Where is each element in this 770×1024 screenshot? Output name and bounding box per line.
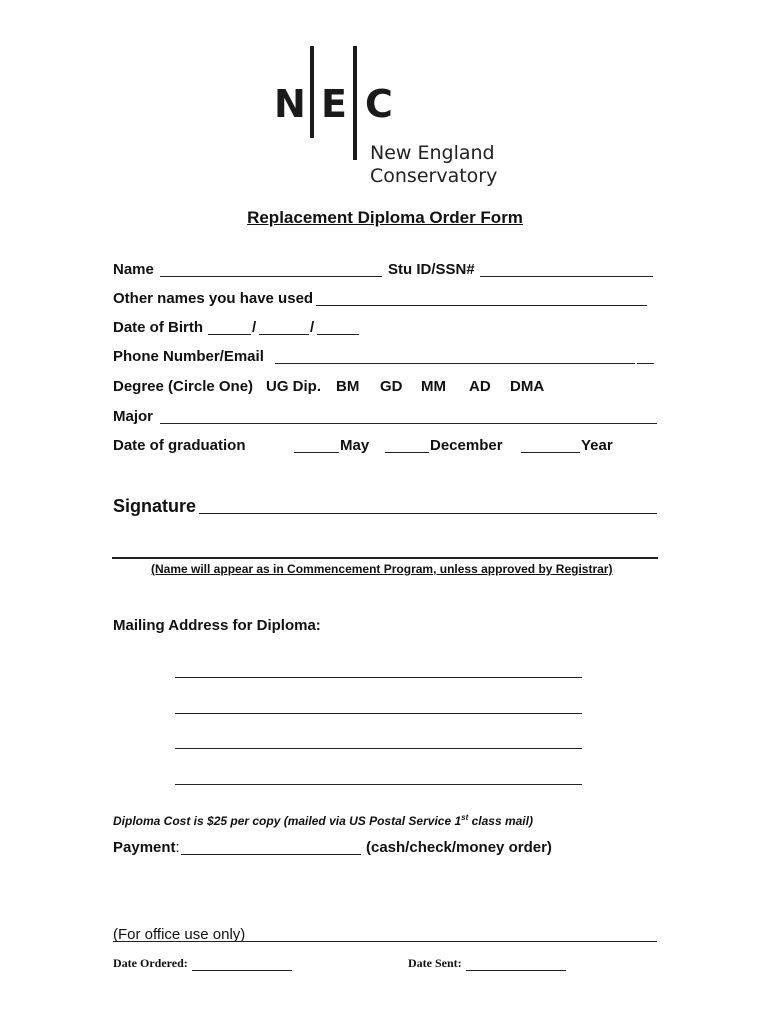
payment-label: [113, 839, 180, 856]
grad-december-label: December: [430, 437, 503, 454]
payment-field[interactable]: [181, 840, 361, 855]
payment-label-text: Payment: [113, 839, 176, 856]
name-label: Name: [113, 261, 154, 278]
grad-year-field[interactable]: [521, 438, 580, 453]
signature-field[interactable]: [199, 499, 657, 514]
date-sent-text: Date Sent: [408, 956, 458, 970]
grad-december-field[interactable]: [385, 438, 429, 453]
address-line-3[interactable]: [175, 748, 582, 749]
logo-letter-n: N: [274, 82, 306, 126]
dob-day-field[interactable]: [259, 320, 309, 335]
stu-id-field[interactable]: [480, 262, 653, 277]
degree-option-gd[interactable]: GD: [380, 378, 403, 395]
phone-email-label: Phone Number/Email: [113, 348, 264, 365]
payment-methods: (cash/check/money order): [366, 839, 552, 856]
name-field[interactable]: [160, 262, 382, 277]
date-ordered-text: Date Ordered: [113, 956, 184, 970]
major-label: Major: [113, 408, 154, 425]
logo-bar-left: [310, 46, 314, 138]
payment-colon: :: [175, 839, 180, 856]
address-line-2[interactable]: [175, 713, 582, 714]
degree-option-dma[interactable]: DMA: [510, 378, 545, 395]
form-title: Replacement Diploma Order Form: [247, 208, 523, 227]
address-line-4[interactable]: [175, 784, 582, 785]
date-ordered-colon: :: [183, 956, 188, 970]
dob-year-field[interactable]: [317, 320, 359, 335]
dob-separator-2: /: [310, 319, 315, 336]
degree-option-ad[interactable]: AD: [469, 378, 491, 395]
degree-option-ugdip[interactable]: UG Dip.: [266, 378, 321, 395]
date-ordered-field[interactable]: [192, 956, 292, 971]
cost-text: [113, 813, 533, 828]
date-sent-colon: :: [457, 956, 462, 970]
logo-letter-e: E: [321, 82, 347, 126]
dob-label: Date of Birth: [113, 319, 203, 336]
degree-option-bm[interactable]: BM: [336, 378, 360, 395]
cost-text-before: Diploma Cost is $25 per copy (mailed via US Postal Service 1: [113, 814, 462, 828]
grad-may-field[interactable]: [294, 438, 339, 453]
dob-month-field[interactable]: [208, 320, 251, 335]
signature-label: Signature: [113, 496, 197, 516]
grad-year-label: Year: [581, 437, 613, 454]
other-names-label: Other names you have used: [113, 290, 314, 307]
cost-text-after: class mail): [468, 814, 533, 828]
address-line-1[interactable]: [175, 677, 582, 678]
date-sent-field[interactable]: [466, 956, 566, 971]
office-use-line: [113, 941, 657, 942]
major-field[interactable]: [160, 409, 657, 424]
logo-name-line2: Conservatory: [370, 165, 498, 187]
dob-separator-1: /: [252, 319, 257, 336]
office-use-label: (For office use only): [113, 926, 246, 943]
other-names-field[interactable]: [316, 291, 647, 306]
logo-name-line1: New England: [370, 142, 495, 164]
date-ordered-label: [113, 956, 188, 971]
logo-letter-c: C: [365, 82, 393, 126]
degree-label: Degree (Circle One): [113, 378, 254, 395]
phone-email-suffix: __: [637, 348, 654, 365]
grad-label: Date of graduation: [113, 437, 246, 454]
printed-name-line[interactable]: [112, 557, 658, 559]
stu-id-label: Stu ID/SSN#: [388, 261, 475, 278]
grad-may-label: May: [340, 437, 370, 454]
mailing-address-label: Mailing Address for Diploma:: [113, 617, 321, 634]
cost-superscript: st: [461, 813, 469, 822]
phone-email-field[interactable]: [275, 349, 635, 364]
logo-bar-right: [353, 46, 357, 160]
name-note: (Name will appear as in Commencement Program, unless approved by Registrar): [151, 562, 613, 576]
date-sent-label: [408, 956, 462, 971]
degree-option-mm[interactable]: MM: [421, 378, 446, 395]
